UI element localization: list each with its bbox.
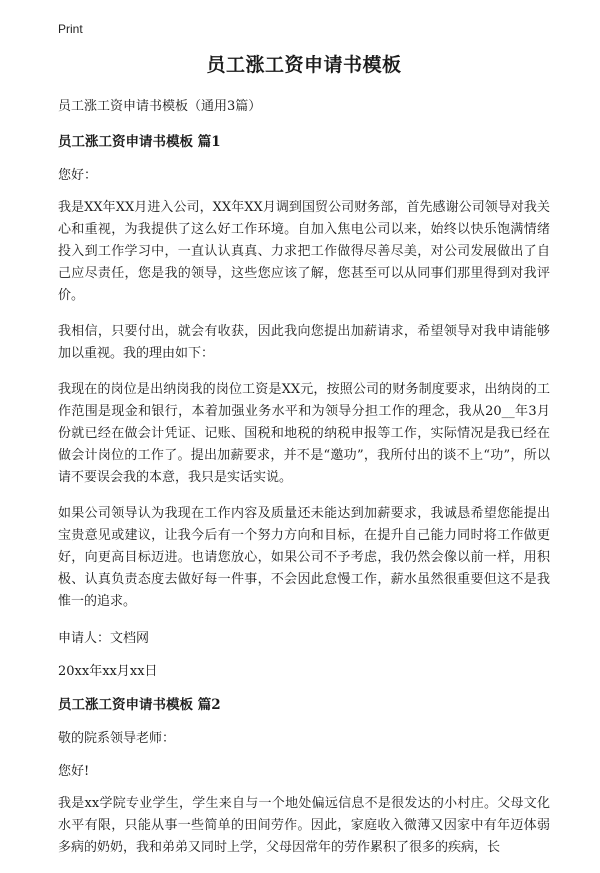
article2-salutation: 敬的院系领导老师：	[58, 731, 176, 746]
document-subtitle: 员工涨工资申请书模板（通用3篇）	[58, 99, 262, 114]
article-heading-1: 员工涨工资申请书模板 篇1	[58, 134, 221, 150]
article1-paragraph: 我相信，只要付出，就会有收获，因此我向您提出加薪请求，希望领导对我申请能够加以重视。我的理由如下：	[58, 324, 550, 361]
article1-paragraph: 我现在的岗位是出纳岗我的岗位工资是XX元，按照公司的财务制度要求，出纳岗的工作范围是现金和银行，本着加强业务水平和为领导分担工作的理念，我从20__年3月份就已经在做会计凭证、记账、国税和地税的纳税申报等工作，实际情况是我已经在做会计岗位的工作了。提出加薪要求，并不是“邀功”，我所付出的谈不上“功”，所以请不要误会我的本意，我只是实话实说。	[58, 382, 550, 485]
article1-applicant: 申请人：文档网	[58, 631, 150, 646]
article1-greeting: 您好：	[58, 168, 98, 183]
article2-paragraph: 我是xx学院专业学生，学生来自与一个地处偏远信息不是很发达的小村庄。父母文化水平有限，只能从事一些简单的田间劳作。因此，家庭收入微薄又因家中有年迈体弱多病的奶奶，我和弟弟又同时上学，父母因常年的劳作累积了很多的疾病，长	[58, 796, 550, 855]
article2-greeting: 您好!	[58, 764, 90, 779]
article1-paragraph: 我是XX年XX月进入公司，XX年XX月调到国贸公司财务部，首先感谢公司领导对我关心和重视，为我提供了这么好工作环境。自加入焦电公司以来，始终以快乐饱满情绪投入到工作学习中，一直认认真真、力求把工作做得尽善尽美，对公司发展做出了自己应尽责任，您是我的领导，这些您应该了解，您甚至可以从同事们那里得到对我评价。	[58, 200, 550, 303]
document-title: 员工涨工资申请书模板	[206, 54, 402, 76]
article1-paragraph: 如果公司领导认为我现在工作内容及质量还未能达到加薪要求，我诚恳希望您能提出宝贵意见或建议，让我今后有一个努力方向和目标，在提升自己能力同时将工作做更好，向更高目标迈进。也请您放心，如果公司不予考虑，我仍然会像以前一样，用积极、认真负责态度去做好每一件事，不会因此怠慢工作，薪水虽然很重要但这不是我惟一的追求。	[58, 506, 550, 609]
article1-date: 20xx年xx月xx日	[58, 664, 158, 679]
document-page	[58, 50, 550, 873]
print-link[interactable]: Print	[58, 22, 83, 36]
article-heading-2: 员工涨工资申请书模板 篇2	[58, 697, 221, 713]
